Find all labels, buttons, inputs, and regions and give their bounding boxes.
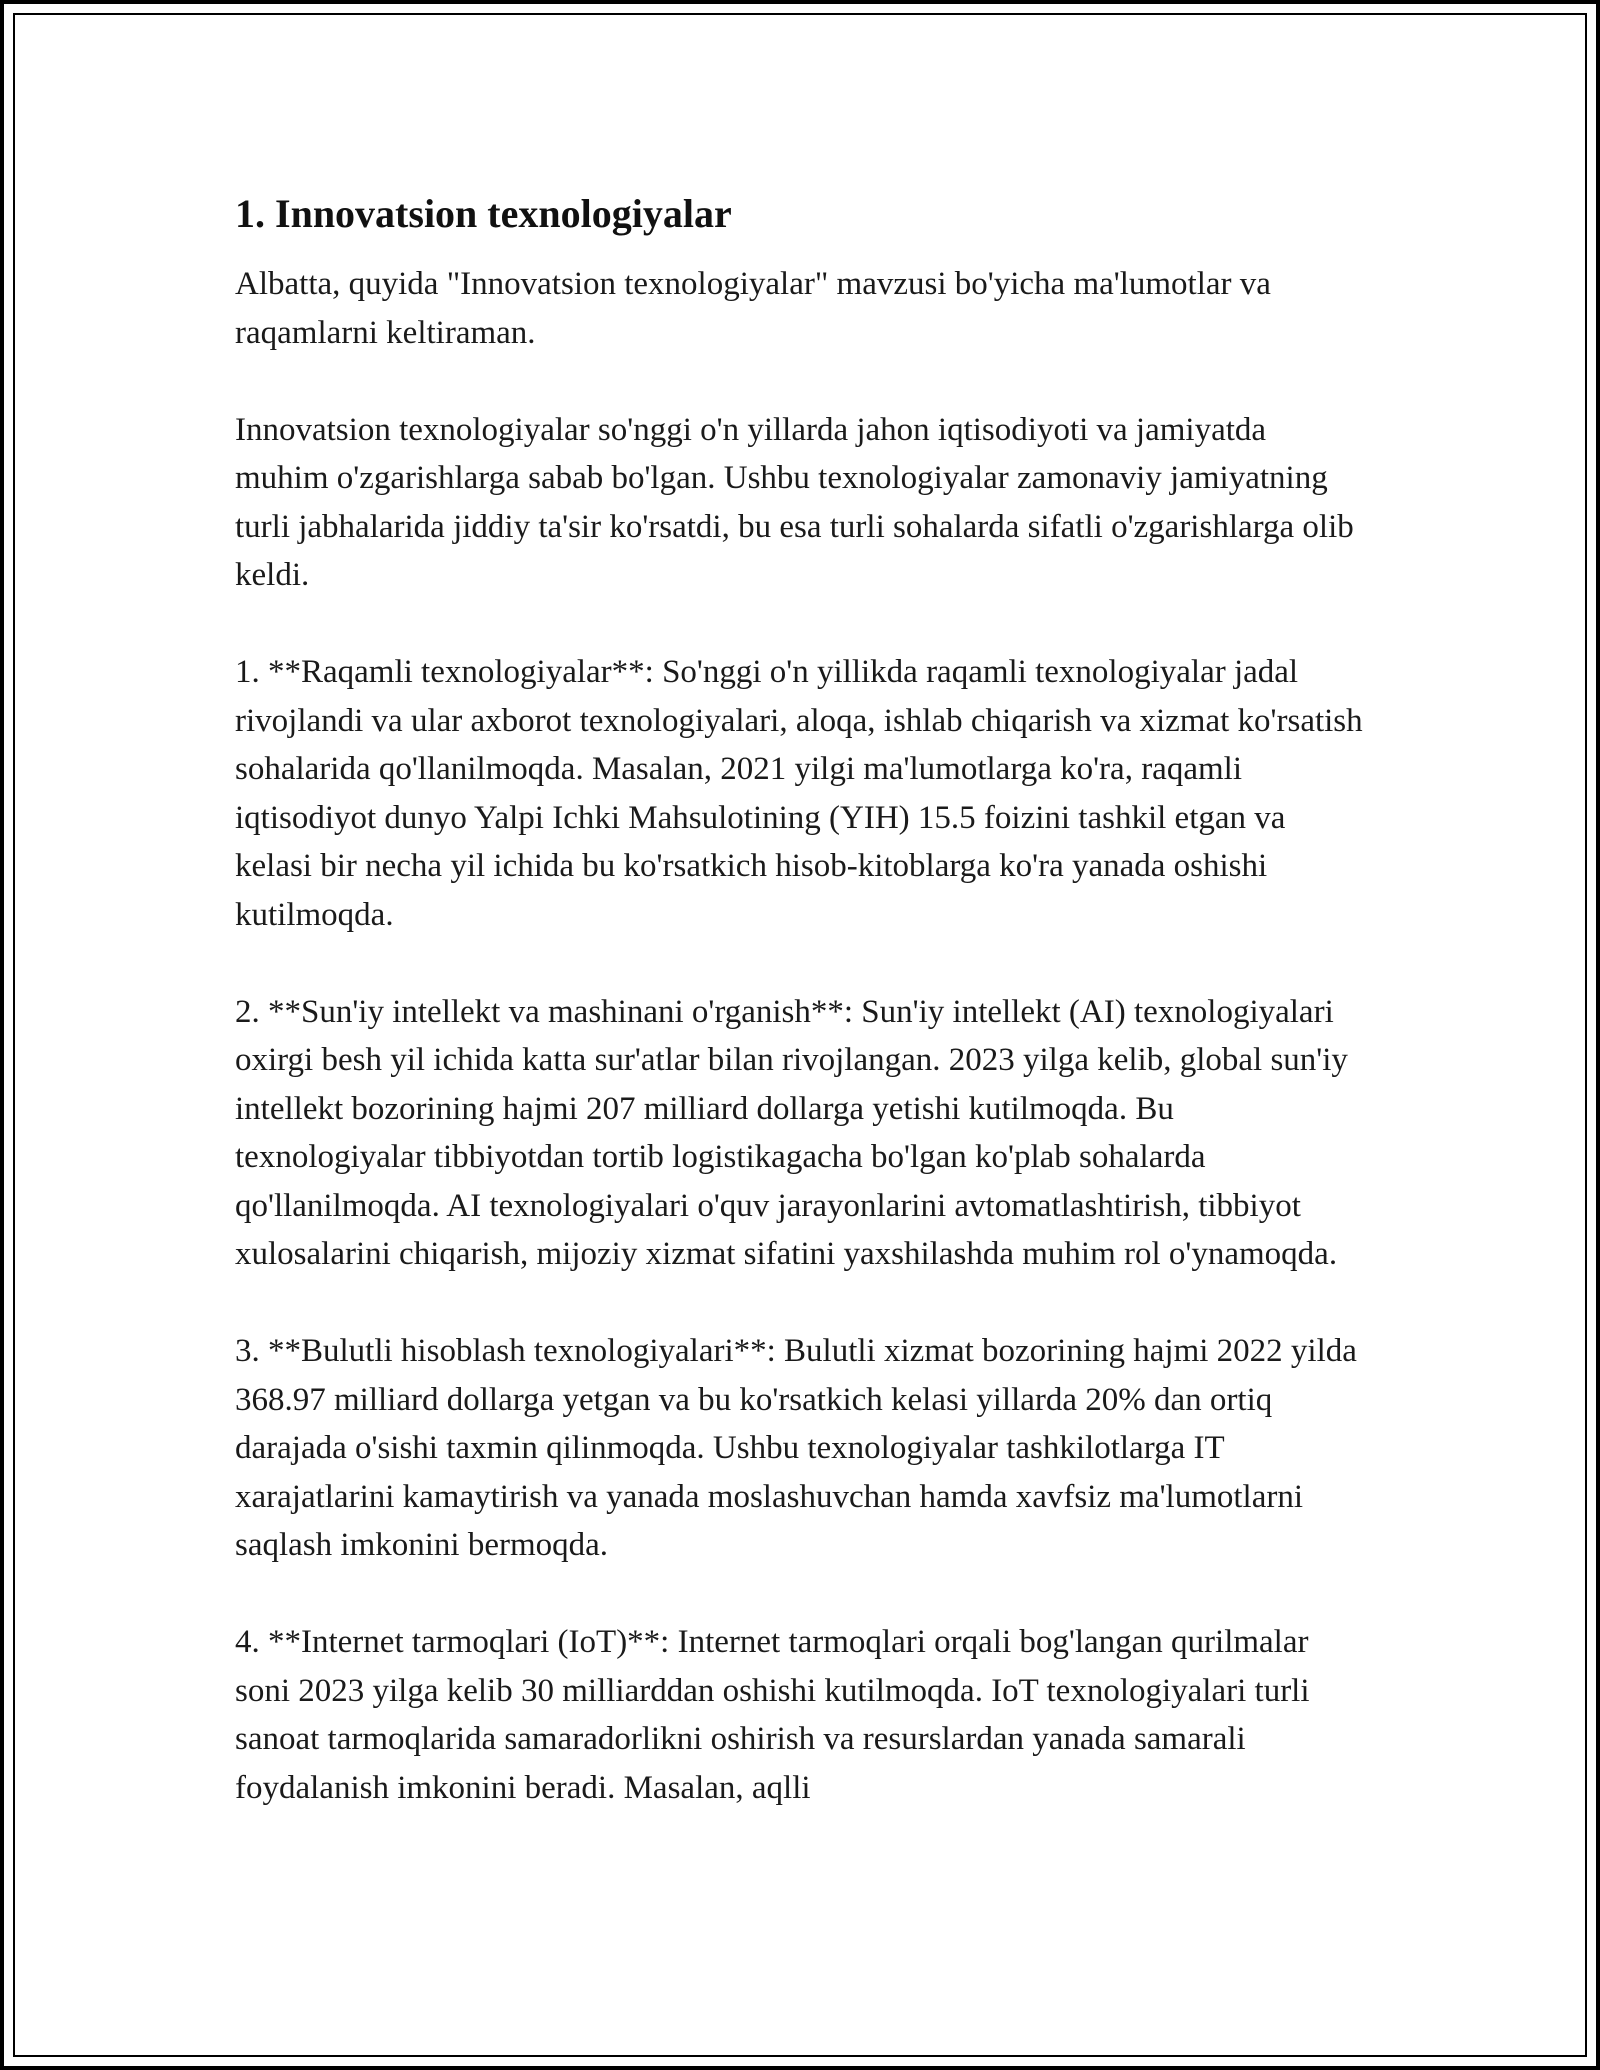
cloud-paragraph: 3. **Bulutli hisoblash texnologiyalari**: Bulutli xizmat bozorining hajmi 2022 yilda 368.97 milliard dollarga yetgan va bu ko'rsatkich kelasi yillarda 20% dan ortiq darajada o'sishi taxmin qilinmoqda. Ushbu texnologiyalar tashkilotlarga IT xarajatlarini kamaytirish va yanada moslashuvchan hamda xavfsiz ma'lumotlarni saqlash imkonini bermoqda. [235,1333,1357,1563]
intro-paragraph: Albatta, quyida "Innovatsion texnologiyalar" mavzusi bo'yicha ma'lumotlar va raqamlarni keltiraman. [235,266,1271,351]
document-body [235,186,1365,1861]
digital-tech-paragraph: 1. **Raqamli texnologiyalar**: So'nggi o'n yillikda raqamli texnologiyalar jadal rivojlandi va ular axborot texnologiyalari, aloqa, ishlab chiqarish va xizmat ko'rsatish sohalarida qo'llanilmoqda. Masalan, 2021 yilgi ma'lumotlarga ko'ra, raqamli iqtisodiyot dunyo Yalpi Ichki Mahsulotining (YIH) 15.5 foizini tashkil etgan va kelasi bir necha yil ichida bu ko'rsatkich hisob-kitoblarga ko'ra yanada oshishi kutilmoqda. [235,654,1363,933]
overview-paragraph: Innovatsion texnologiyalar so'nggi o'n yillarda jahon iqtisodiyoti va jamiyatda muhim o'zgarishlarga sabab bo'lgan. Ushbu texnologiyalar zamonaviy jamiyatning turli jabhalarida jiddiy ta'sir ko'rsatdi, bu esa turli sohalarda sifatli o'zgarishlarga olib keldi. [235,411,1354,593]
section-heading: 1. Innovatsion texnologiyalar [235,191,732,236]
iot-paragraph: 4. **Internet tarmoqlari (IoT)**: Internet tarmoqlari orqali bog'langan qurilmalar soni 2023 yilga kelib 30 milliarddan oshishi kutilmoqda. IoT texnologiyalari turli sanoat tarmoqlarida samaradorlikni oshirish va resurslardan yanada samarali foydalanish imkonini beradi. Masalan, aqlli [235,1624,1310,1806]
ai-paragraph: 2. **Sun'iy intellekt va mashinani o'rganish**: Sun'iy intellekt (AI) texnologiyalari oxirgi besh yil ichida katta sur'atlar bilan rivojlangan. 2023 yilga kelib, global sun'iy intellekt bozorining hajmi 207 milliard dollarga yetishi kutilmoqda. Bu texnologiyalar tibbiyotdan tortib logistikagacha bo'lgan ko'plab sohalarda qo'llanilmoqda. AI texnologiyalari o'quv jarayonlarini avtomatlashtirish, tibbiyot xulosalarini chiqarish, mijoziy xizmat sifatini yaxshilashda muhim rol o'ynamoqda. [235,993,1348,1272]
